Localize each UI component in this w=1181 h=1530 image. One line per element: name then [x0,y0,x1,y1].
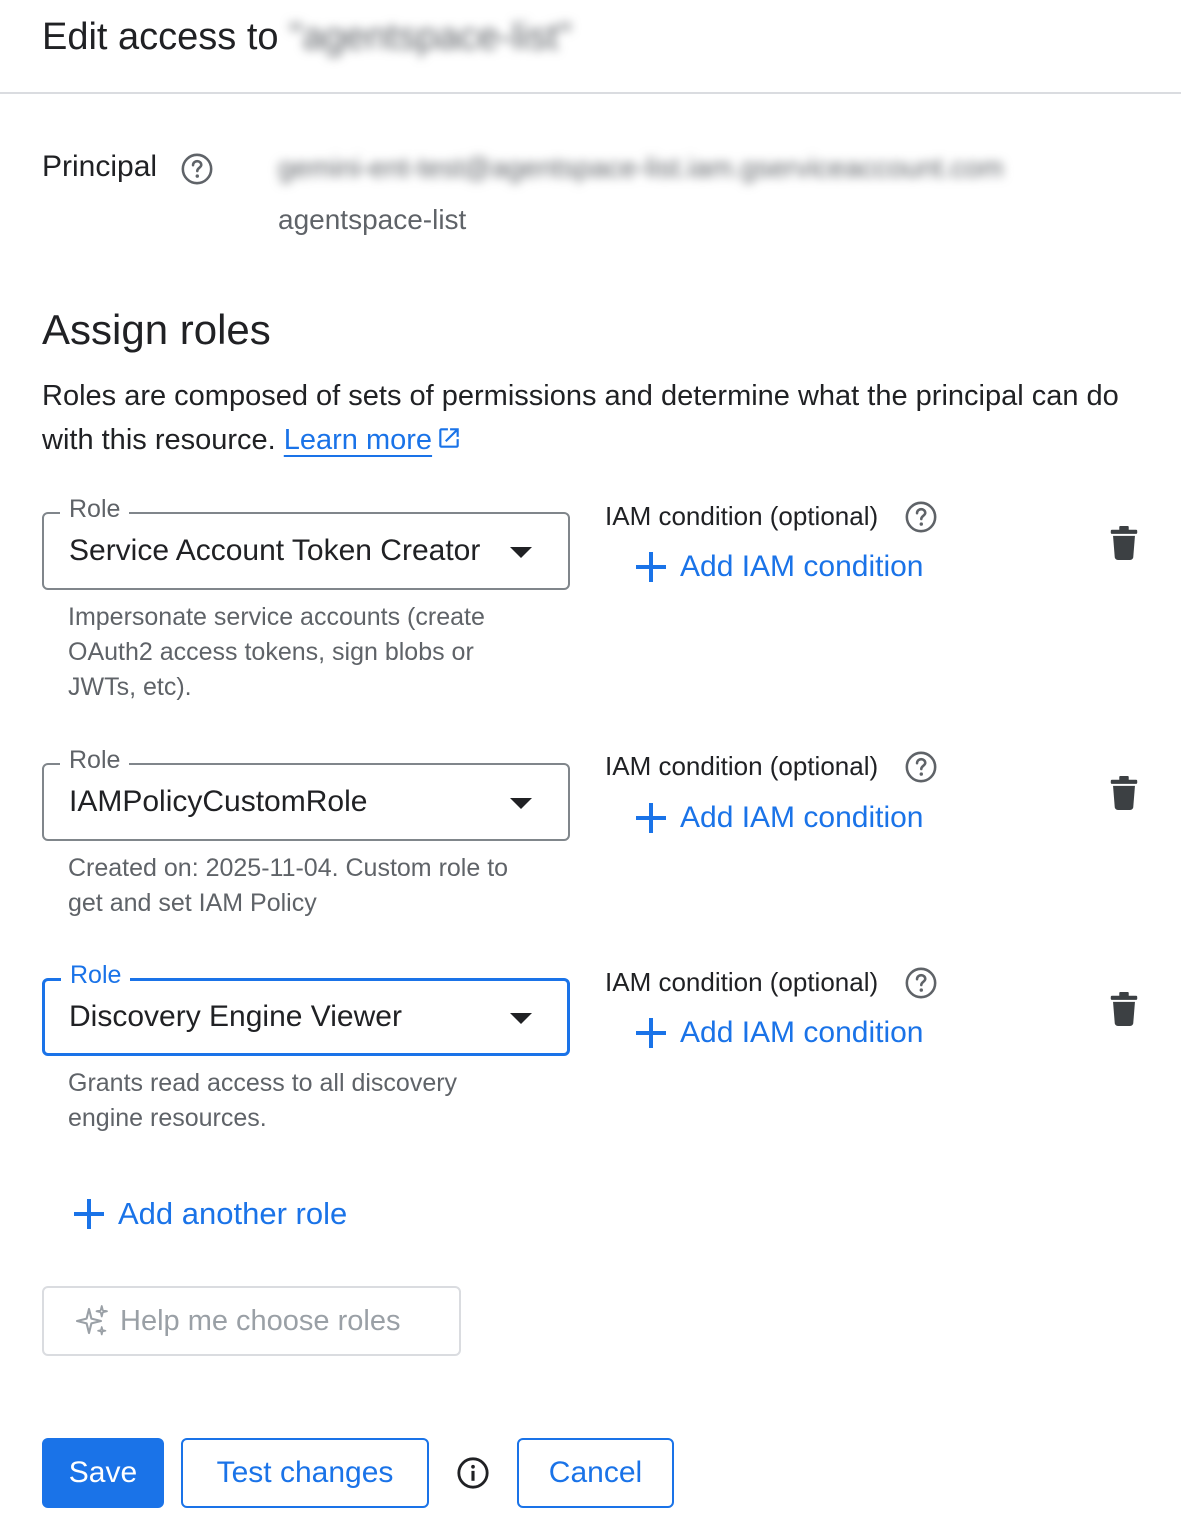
test-changes-button[interactable] [181,1438,429,1508]
add-iam-condition-button[interactable] [636,801,923,835]
add-icon [636,1018,666,1048]
role-select-2[interactable] [42,746,570,841]
cancel-button[interactable] [517,1438,674,1508]
add-icon [636,552,666,582]
add-iam-condition-button[interactable] [636,1016,923,1050]
role-legend: Role [60,745,129,775]
dropdown-arrow-icon [510,547,532,558]
assign-roles-title: Assign roles [42,306,271,353]
iam-condition-label: IAM condition (optional) [605,501,879,531]
sparkle-icon [74,1303,110,1339]
role-select-3[interactable] [42,961,570,1056]
help-icon[interactable] [904,750,938,784]
assign-roles-description [42,374,1162,462]
cancel-label: Cancel [548,1456,643,1489]
info-icon[interactable] [456,1456,490,1490]
delete-icon[interactable] [1110,776,1138,810]
help-me-choose-roles-label: Help me choose roles [120,1304,401,1337]
iam-condition-label: IAM condition (optional) [605,967,879,997]
principal-project: agentspace-list [278,204,467,235]
principal-email: gemini-ent-test@agentspace-list.iam.gserviceaccount.com [278,152,1004,183]
dropdown-arrow-icon [510,1013,532,1024]
learn-more-link[interactable] [284,424,462,456]
principal-label: Principal [42,150,158,183]
dialog-title-prefix: Edit access to [42,16,279,58]
add-iam-condition-label: Add IAM condition [680,550,924,583]
save-label: Save [68,1456,138,1489]
add-another-role-label: Add another role [118,1196,348,1231]
role-description: Impersonate service accounts (create OAuth2 access tokens, sign blobs or JWTs, etc). [68,603,485,701]
role-description: Grants read access to all discovery engine resources. [68,1069,458,1132]
delete-icon[interactable] [1110,526,1138,560]
role-description: Created on: 2025-11-04. Custom role to get and set IAM Policy [68,854,509,917]
delete-icon[interactable] [1110,992,1138,1026]
save-button[interactable] [42,1438,164,1508]
add-iam-condition-label: Add IAM condition [680,1016,924,1049]
add-icon [636,803,666,833]
dropdown-arrow-icon [510,798,532,809]
dialog-title [42,16,572,59]
role-select-1[interactable] [42,495,570,590]
test-changes-label: Test changes [216,1456,394,1489]
role-value: Service Account Token Creator [69,534,481,567]
resource-name: "agentspace-list" [289,16,572,58]
help-icon[interactable] [904,966,938,1000]
add-icon [74,1199,104,1229]
external-link-icon [436,425,462,451]
assign-roles-description-text: Roles are composed of sets of permissions and determine what the principal can do with this resource. [42,380,1119,456]
help-icon[interactable] [904,500,938,534]
learn-more-label: Learn more [283,424,433,456]
dialog-header [0,0,1181,94]
role-value: IAMPolicyCustomRole [69,785,368,818]
help-me-choose-roles-button[interactable] [42,1286,461,1356]
role-legend: Role [60,494,129,524]
add-another-role-button[interactable] [74,1196,347,1232]
role-value: Discovery Engine Viewer [69,1000,402,1033]
iam-condition-label: IAM condition (optional) [605,751,879,781]
add-iam-condition-label: Add IAM condition [680,801,924,834]
add-iam-condition-button[interactable] [636,550,923,584]
help-icon[interactable] [180,152,214,186]
role-legend: Role [61,960,130,990]
